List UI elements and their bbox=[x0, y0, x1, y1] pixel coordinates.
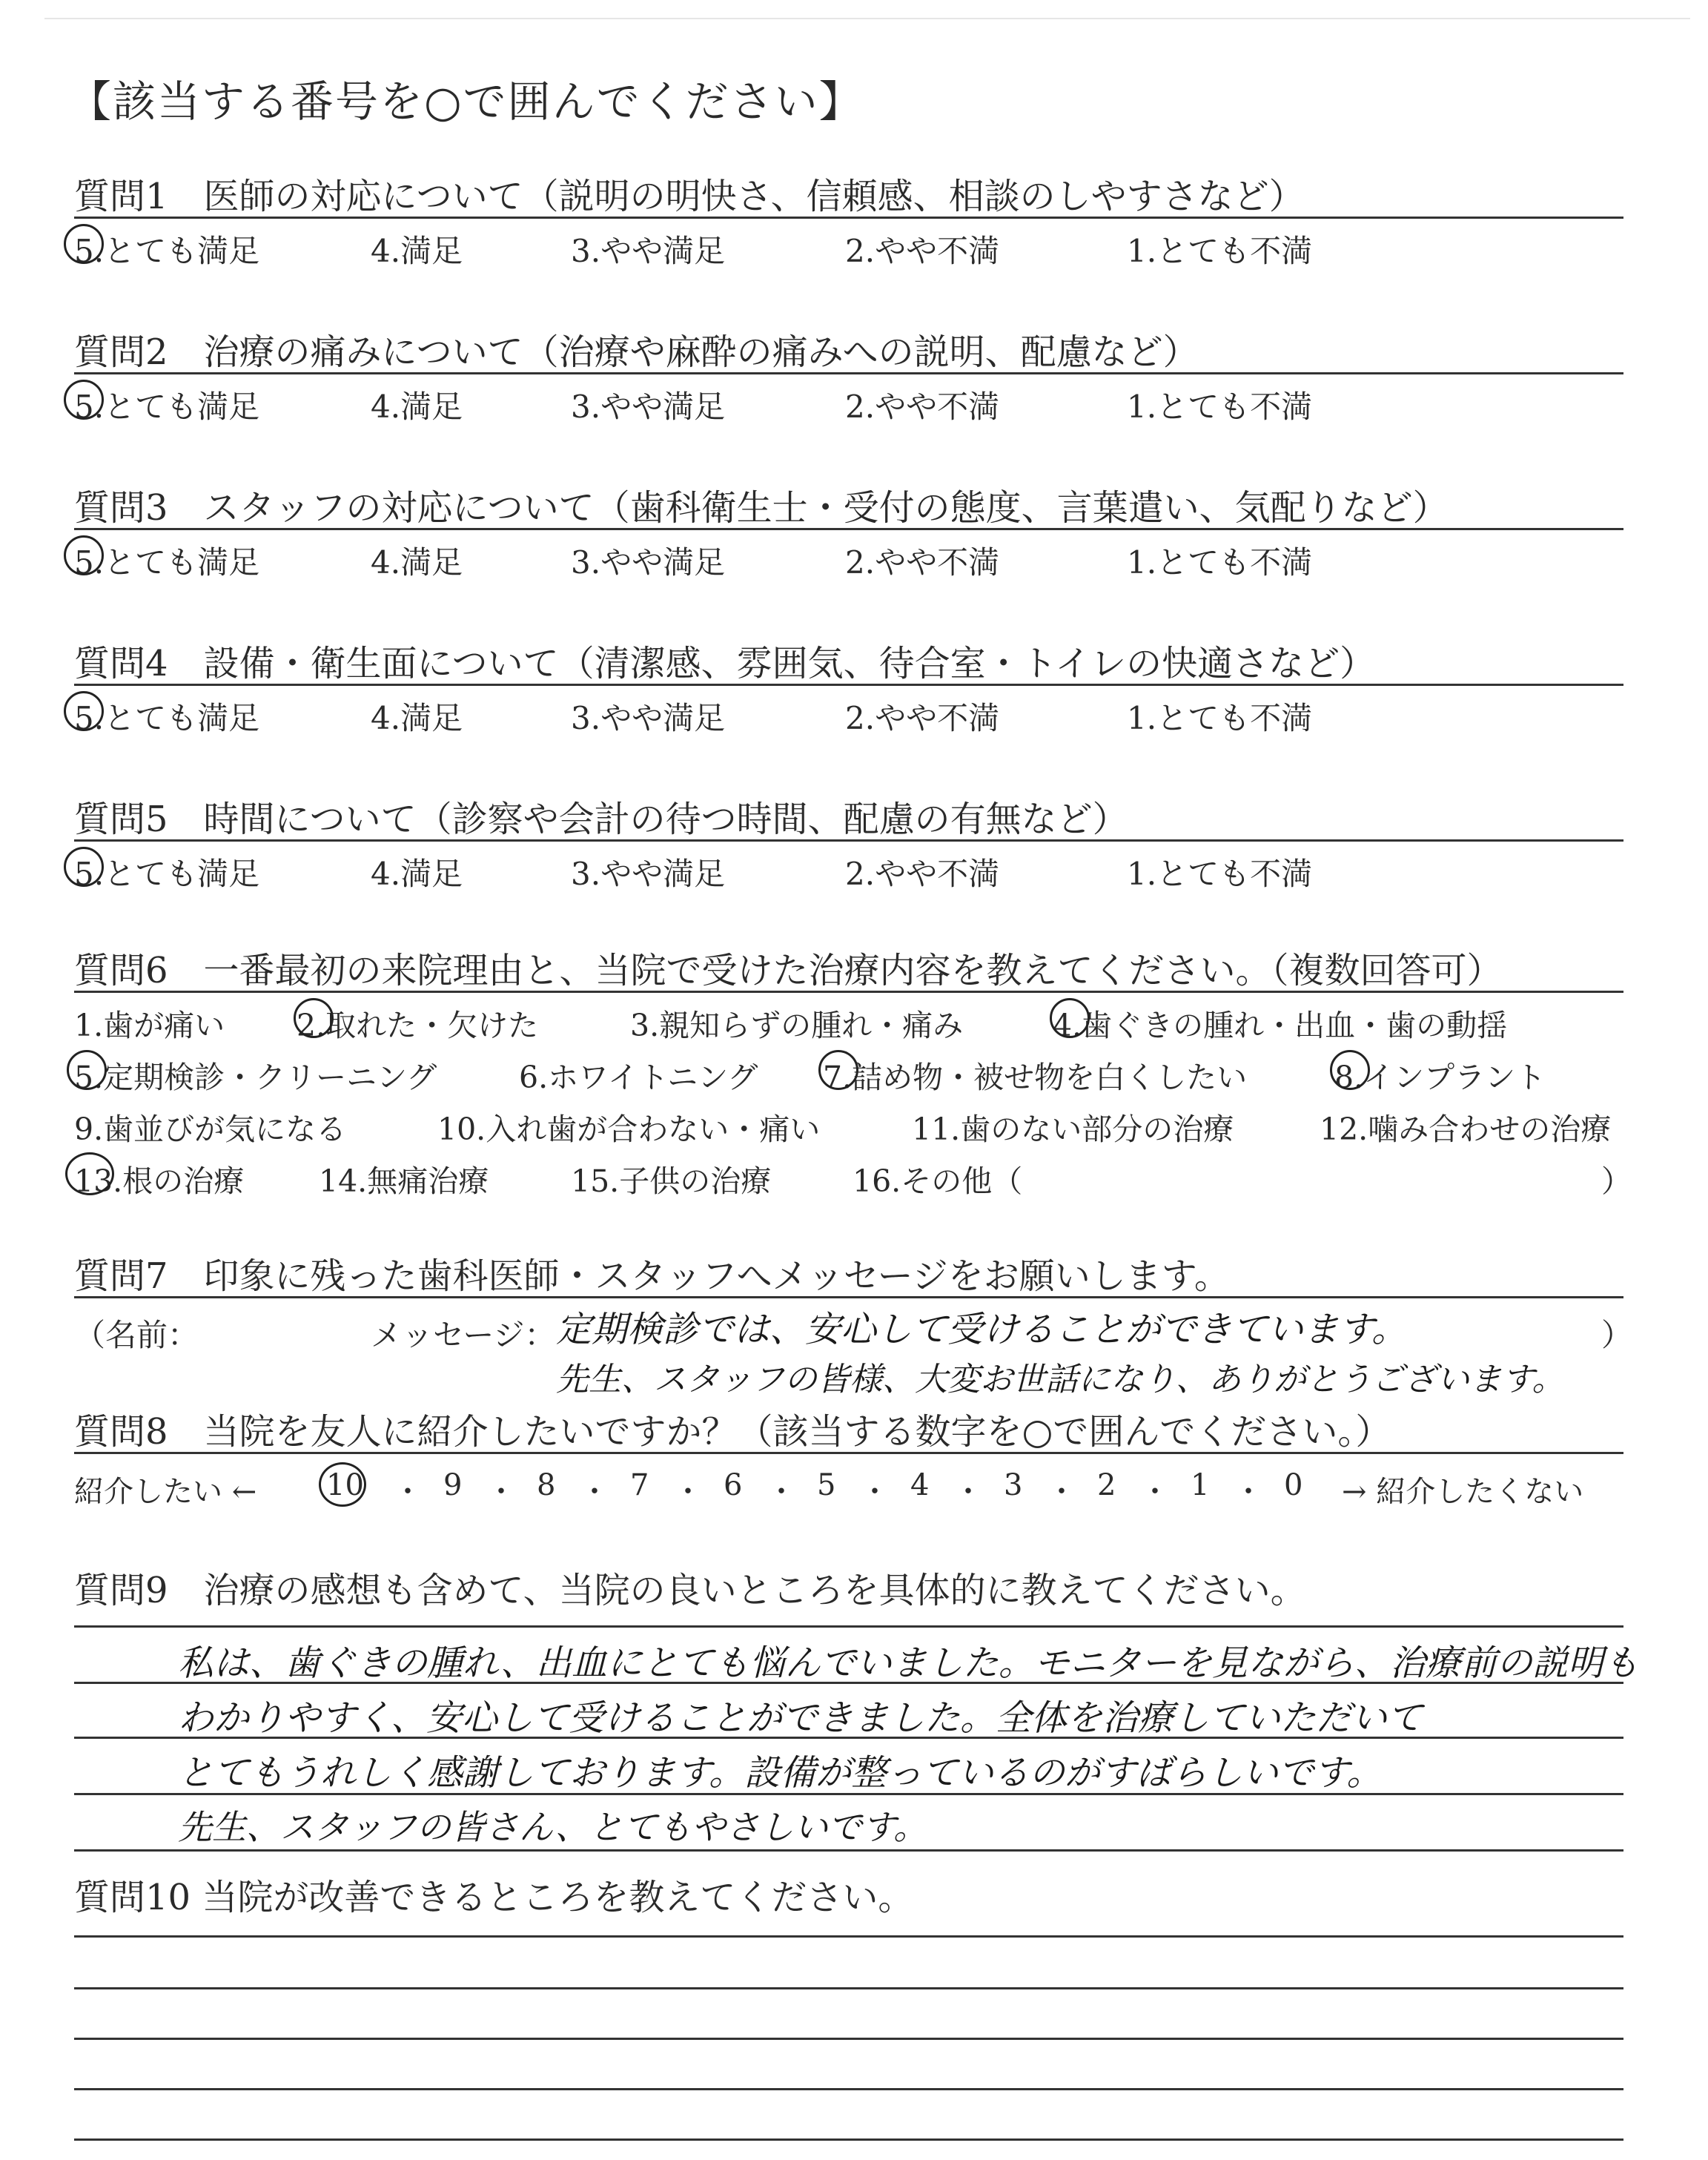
selection-circle bbox=[64, 535, 104, 575]
q8-dot: ・ bbox=[1140, 1475, 1170, 1509]
rating-option-2[interactable]: 2.やや不満 bbox=[845, 700, 1000, 736]
q6-option-3[interactable]: 3.親知らずの腫れ・痛み bbox=[630, 1008, 964, 1043]
selection-circle bbox=[818, 1050, 858, 1090]
rating-option-2[interactable]: 2.やや不満 bbox=[845, 389, 1000, 425]
q7-close-paren: ） bbox=[1601, 1317, 1633, 1353]
selection-circle bbox=[64, 691, 104, 731]
rating-option-5[interactable]: 5.とても満足 bbox=[74, 700, 260, 736]
q10-line-5 bbox=[74, 2138, 1623, 2141]
q9-line-5 bbox=[74, 1849, 1623, 1852]
q8-dot: ・ bbox=[1234, 1475, 1263, 1509]
q6-option-5[interactable]: 5.定期検診・クリーニング bbox=[74, 1060, 437, 1095]
question-3-title: 質問3 スタッフの対応について（歯科衛生士・受付の態度、言葉遣い、気配りなど） bbox=[74, 487, 1449, 529]
q8-dot: ・ bbox=[393, 1475, 423, 1509]
rating-option-3[interactable]: 3.やや満足 bbox=[571, 544, 726, 581]
q8-scale-10[interactable]: 10 bbox=[326, 1468, 364, 1502]
rating-option-4[interactable]: 4.満足 bbox=[371, 700, 463, 736]
q8-right-label: → 紹介したくない bbox=[1342, 1475, 1584, 1509]
q6-option-15[interactable]: 15.子供の治療 bbox=[571, 1163, 772, 1199]
top-edge-line bbox=[44, 18, 1690, 19]
q10-line-3 bbox=[74, 2038, 1623, 2040]
q7-message-line-2: 先生、スタッフの皆様、大変お世話になり、ありがとうございます。 bbox=[556, 1361, 1565, 1398]
q8-dot: ・ bbox=[486, 1475, 516, 1509]
question-2-title: 質問2 治療の痛みについて（治療や麻酔の痛みへの説明、配慮など） bbox=[74, 331, 1199, 373]
rating-option-3[interactable]: 3.やや満足 bbox=[571, 389, 726, 425]
rating-option-2[interactable]: 2.やや不満 bbox=[845, 544, 1000, 581]
q6-option-2[interactable]: 2.取れた・欠けた bbox=[297, 1008, 539, 1043]
rating-option-5[interactable]: 5.とても満足 bbox=[74, 233, 260, 269]
selection-circle bbox=[67, 1050, 107, 1090]
q6-option-16[interactable]: 16.その他（ bbox=[853, 1163, 1023, 1199]
rating-option-5[interactable]: 5.とても満足 bbox=[74, 389, 260, 425]
q6-other-close-paren: ） bbox=[1601, 1163, 1632, 1199]
q7-message-line-1: 定期検診では、安心して受けることができています。 bbox=[556, 1309, 1408, 1350]
rating-option-1[interactable]: 1.とても不満 bbox=[1127, 856, 1313, 892]
q9-line-1 bbox=[74, 1625, 1623, 1628]
selection-circle bbox=[294, 998, 334, 1038]
q8-dot: ・ bbox=[860, 1475, 890, 1509]
q8-dot: ・ bbox=[580, 1475, 609, 1509]
question-1-title: 質問1 医師の対応について（説明の明快さ、信頼感、相談のしやすさなど） bbox=[74, 176, 1305, 217]
rating-option-2[interactable]: 2.やや不満 bbox=[845, 856, 1000, 892]
question-2-rule bbox=[74, 372, 1623, 374]
q10-line-1 bbox=[74, 1935, 1623, 1938]
selection-circle bbox=[64, 380, 104, 420]
rating-option-1[interactable]: 1.とても不満 bbox=[1127, 233, 1313, 269]
q6-option-8[interactable]: 8.インプラント bbox=[1334, 1060, 1546, 1095]
question-5-rule bbox=[74, 839, 1623, 842]
question-8-title: 質問8 当院を友人に紹介したいですか？（該当する数字を○で囲んでください。） bbox=[74, 1411, 1391, 1453]
rating-option-4[interactable]: 4.満足 bbox=[371, 856, 463, 892]
rating-option-4[interactable]: 4.満足 bbox=[371, 544, 463, 581]
question-4-title: 質問4 設備・衛生面について（清潔感、雰囲気、待合室・トイレの快適さなど） bbox=[74, 643, 1376, 684]
q6-option-11[interactable]: 11.歯のない部分の治療 bbox=[912, 1112, 1234, 1147]
question-1-rule bbox=[74, 217, 1623, 219]
q7-name-label: （名前： bbox=[74, 1317, 199, 1353]
q6-option-14[interactable]: 14.無痛治療 bbox=[319, 1163, 489, 1199]
q8-scale-1[interactable]: 1 bbox=[1191, 1468, 1210, 1502]
q8-scale-6[interactable]: 6 bbox=[724, 1468, 743, 1502]
q10-line-4 bbox=[74, 2088, 1623, 2090]
q8-scale-5[interactable]: 5 bbox=[817, 1468, 836, 1502]
q8-dot: ・ bbox=[953, 1475, 983, 1509]
question-10-title: 質問10 当院が改善できるところを教えてください。 bbox=[74, 1877, 914, 1918]
q8-dot: ・ bbox=[673, 1475, 703, 1509]
q8-scale-4[interactable]: 4 bbox=[910, 1468, 930, 1502]
selection-circle bbox=[65, 1152, 114, 1195]
rating-option-1[interactable]: 1.とても不満 bbox=[1127, 389, 1313, 425]
selection-circle bbox=[1330, 1050, 1370, 1090]
q8-dot: ・ bbox=[767, 1475, 796, 1509]
q7-message-label: メッセージ： bbox=[371, 1317, 556, 1353]
q9-answer-line-4: 先生、スタッフの皆さん、とてもやさしいです。 bbox=[178, 1807, 928, 1847]
q10-line-2 bbox=[74, 1987, 1623, 1989]
rating-option-1[interactable]: 1.とても不満 bbox=[1127, 544, 1313, 581]
q9-answer-line-1: 私は、歯ぐきの腫れ、出血にとても悩んでいました。モニターを見ながら、治療前の説明も bbox=[178, 1642, 1639, 1684]
question-4-rule bbox=[74, 684, 1623, 686]
selection-circle bbox=[319, 1462, 366, 1507]
q9-answer-line-2: わかりやすく、安心して受けることができました。全体を治療していただいて bbox=[178, 1697, 1423, 1739]
selection-circle bbox=[1050, 998, 1090, 1038]
question-9-title: 質問9 治療の感想も含めて、当院の良いところを具体的に教えてください。 bbox=[74, 1570, 1306, 1611]
question-6-title: 質問6 一番最初の来院理由と、当院で受けた治療内容を教えてください。（複数回答可） bbox=[74, 950, 1503, 991]
rating-option-4[interactable]: 4.満足 bbox=[371, 389, 463, 425]
question-5-title: 質問5 時間について（診察や会計の待つ時間、配慮の有無など） bbox=[74, 799, 1128, 840]
q8-scale-8[interactable]: 8 bbox=[537, 1468, 556, 1502]
rating-option-5[interactable]: 5.とても満足 bbox=[74, 856, 260, 892]
q8-scale-0[interactable]: 0 bbox=[1284, 1468, 1303, 1502]
selection-circle bbox=[64, 847, 104, 887]
q8-scale-7[interactable]: 7 bbox=[630, 1468, 649, 1502]
rating-option-2[interactable]: 2.やや不満 bbox=[845, 233, 1000, 269]
q6-option-4[interactable]: 4.歯ぐきの腫れ・出血・歯の動揺 bbox=[1053, 1008, 1508, 1043]
rating-option-3[interactable]: 3.やや満足 bbox=[571, 233, 726, 269]
q8-scale-3[interactable]: 3 bbox=[1004, 1468, 1023, 1502]
q8-scale-2[interactable]: 2 bbox=[1097, 1468, 1116, 1502]
selection-circle bbox=[64, 224, 104, 264]
q6-option-6[interactable]: 6.ホワイトニング bbox=[519, 1060, 758, 1095]
rating-option-1[interactable]: 1.とても不満 bbox=[1127, 700, 1313, 736]
question-3-rule bbox=[74, 528, 1623, 530]
question-7-title: 質問7 印象に残った歯科医師・スタッフへメッセージをお願いします。 bbox=[74, 1255, 1230, 1297]
rating-option-5[interactable]: 5.とても満足 bbox=[74, 544, 260, 581]
q8-dot: ・ bbox=[1047, 1475, 1076, 1509]
q9-answer-line-3: とてもうれしく感謝しております。設備が整っているのがすばらしいです。 bbox=[178, 1752, 1383, 1794]
rating-option-3[interactable]: 3.やや満足 bbox=[571, 856, 726, 892]
q6-option-13[interactable]: 13.根の治療 bbox=[74, 1163, 245, 1199]
question-7-rule bbox=[74, 1296, 1623, 1298]
q6-option-7[interactable]: 7.詰め物・被せ物を白くしたい bbox=[823, 1060, 1248, 1095]
question-6-rule bbox=[74, 991, 1623, 993]
q8-scale-9[interactable]: 9 bbox=[443, 1468, 463, 1502]
q6-option-9[interactable]: 9.歯並びが気になる bbox=[74, 1112, 347, 1147]
q8-left-label: 紹介したい ← bbox=[74, 1475, 257, 1509]
question-8-rule bbox=[74, 1452, 1623, 1454]
q6-option-10[interactable]: 10.入れ歯が合わない・痛い bbox=[437, 1112, 821, 1147]
rating-option-3[interactable]: 3.やや満足 bbox=[571, 700, 726, 736]
q6-option-1[interactable]: 1.歯が痛い bbox=[74, 1008, 225, 1043]
q6-option-12[interactable]: 12.噛み合わせの治療 bbox=[1320, 1112, 1612, 1147]
rating-option-4[interactable]: 4.満足 bbox=[371, 233, 463, 269]
page-title: 【該当する番号を○で囲んでください】 bbox=[68, 76, 864, 127]
